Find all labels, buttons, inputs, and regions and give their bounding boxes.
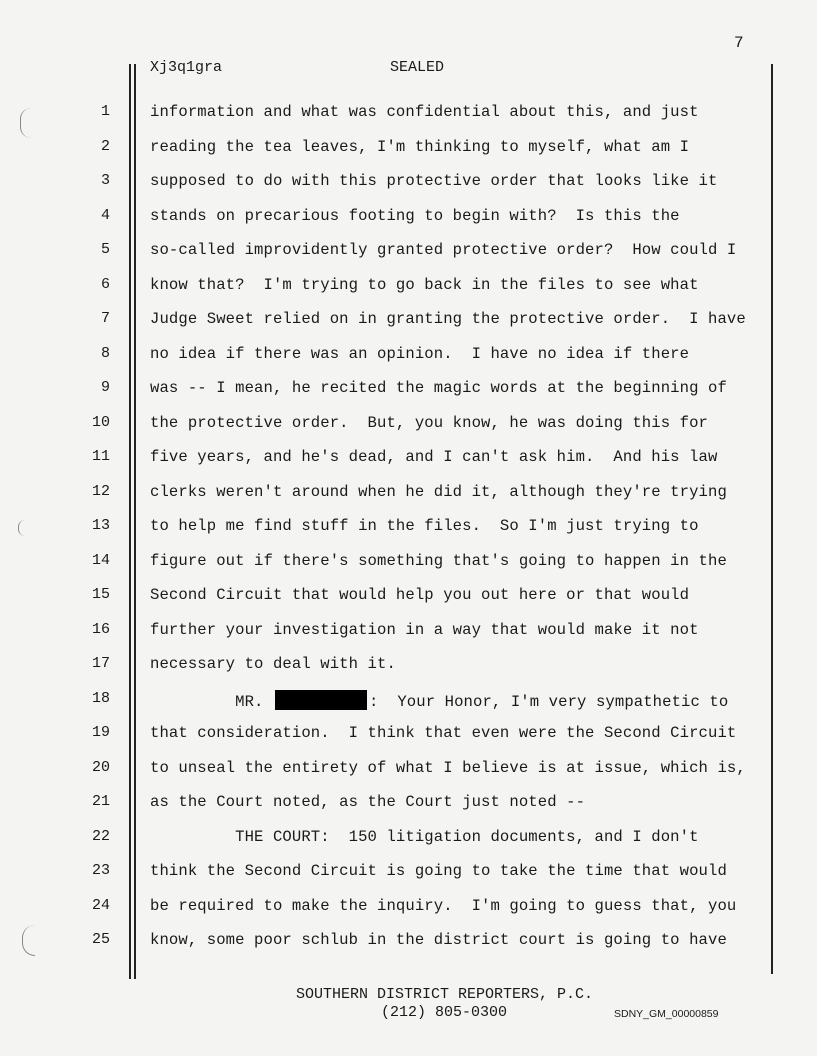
line-number: 17 — [91, 655, 110, 672]
line-text: necessary to deal with it. — [150, 655, 396, 673]
sealed-label: SEALED — [390, 59, 445, 76]
line-number: 11 — [91, 448, 110, 465]
line-number: 21 — [91, 793, 110, 810]
line-number: 23 — [91, 862, 110, 879]
line-number: 5 — [100, 241, 110, 258]
line-number: 10 — [91, 413, 110, 431]
left-margin-rule-inner — [134, 64, 136, 979]
line-text: was -- I mean, he recited the magic words at the beginning of — [150, 379, 727, 397]
line-text: to help me find stuff in the files. So I'm just trying to — [150, 517, 699, 535]
line-number: 20 — [91, 758, 110, 776]
line-number: 24 — [91, 896, 110, 914]
line-text: that consideration. I think that even were the Second Circuit — [150, 724, 737, 742]
right-margin-rule — [771, 64, 773, 974]
line-text: stands on precarious footing to begin with? Is this the — [150, 206, 680, 225]
line-text: figure out if there's something that's going to happen in the — [150, 551, 727, 570]
line-number: 16 — [91, 620, 110, 638]
line-number: 12 — [91, 482, 110, 500]
hole-punch-mark — [20, 108, 31, 138]
redaction-box — [275, 690, 367, 710]
line-text: the protective order. But, you know, he was doing this for — [150, 413, 709, 432]
line-number: 6 — [100, 275, 110, 293]
speaker-prefix: MR. — [150, 692, 273, 711]
page-number: 7 — [734, 34, 744, 52]
line-text: be required to make the inquiry. I'm going to guess that, you — [150, 896, 737, 915]
line-text: clerks weren't around when he did it, although they're trying — [150, 482, 727, 501]
line-text: Second Circuit that would help you out here or that would — [150, 586, 690, 604]
line-number: 15 — [91, 586, 110, 603]
hole-punch-mark — [22, 925, 35, 956]
line-number: 8 — [100, 344, 110, 362]
line-text: information and what was confidential about this, and just — [150, 103, 699, 121]
line-text: reading the tea leaves, I'm thinking to myself, what am I — [150, 137, 690, 156]
line-text: no idea if there was an opinion. I have no idea if there — [150, 344, 690, 363]
bates-number: SDNY_GM_00000859 — [614, 1008, 719, 1020]
line-text: as the Court noted, as the Court just noted -- — [150, 793, 586, 811]
line-text: know that? I'm trying to go back in the files to see what — [150, 275, 699, 294]
line-text: THE COURT: 150 litigation documents, and I don't — [150, 827, 699, 846]
line-number: 7 — [100, 310, 110, 327]
line-number: 4 — [100, 206, 110, 224]
line-text: five years, and he's dead, and I can't ask him. And his law — [150, 448, 718, 466]
line-text: think the Second Circuit is going to take the time that would — [150, 862, 727, 880]
hole-punch-mark — [18, 520, 25, 536]
line-text: so-called improvidently granted protective order? How could I — [150, 241, 737, 259]
line-number: 25 — [91, 931, 110, 948]
line-number: 18 — [91, 689, 110, 707]
line-text — [150, 690, 728, 711]
reporter-phone: (212) 805-0300 — [381, 1004, 508, 1021]
reporter-name: SOUTHERN DISTRICT REPORTERS, P.C. — [296, 986, 594, 1003]
line-number: 1 — [100, 103, 110, 120]
line-number: 22 — [91, 827, 110, 845]
line-text: to unseal the entirety of what I believe is at issue, which is, — [150, 758, 746, 777]
speaker-text: : Your Honor, I'm very sympathetic to — [368, 692, 729, 711]
line-text: Judge Sweet relied on in granting the protective order. I have — [150, 310, 746, 328]
line-number: 19 — [91, 724, 110, 741]
line-number: 3 — [100, 172, 110, 189]
left-margin-rule — [129, 64, 131, 979]
line-text: supposed to do with this protective order that looks like it — [150, 172, 718, 190]
line-number: 14 — [91, 551, 110, 569]
case-id: Xj3q1gra — [150, 59, 223, 76]
line-number: 9 — [100, 379, 110, 396]
line-text: further your investigation in a way that would make it not — [150, 620, 699, 639]
line-number: 13 — [91, 517, 110, 534]
line-number: 2 — [100, 137, 110, 155]
line-text: know, some poor schlub in the district court is going to have — [150, 931, 727, 949]
